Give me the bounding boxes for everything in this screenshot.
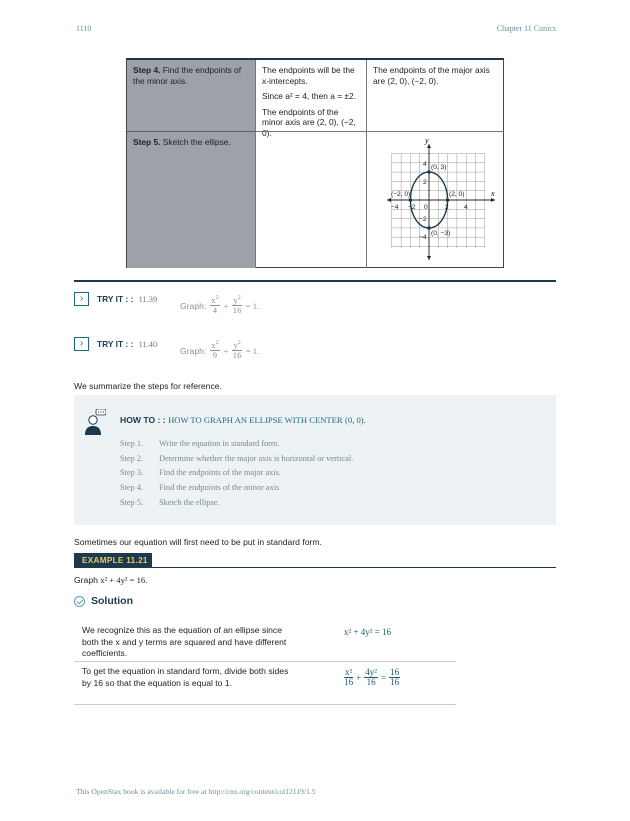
try-it-number: 11.40 — [138, 340, 158, 349]
summary-text: We summarize the steps for reference. — [74, 381, 222, 391]
try-it-label: TRY IT : : — [97, 339, 134, 349]
x-axis-label: x — [491, 189, 495, 198]
solution-row — [74, 619, 456, 662]
how-to-box — [74, 395, 556, 525]
try-it-equation: Graph: $\frac{x^2}{4}$ + $\frac{y^2}{16}$ = 1. — [180, 295, 260, 315]
list-item: Step 2. Determine whether the major axis is horizontal or vertical. — [120, 453, 354, 463]
chevron-right-icon[interactable]: › — [74, 337, 89, 351]
step5-label: Step 5. — [133, 137, 161, 147]
person-icon — [84, 409, 106, 435]
how-to-title — [120, 415, 366, 425]
list-item: Step 4. Find the endpoints of the minor axis — [120, 483, 280, 493]
step4-label: Step 4. — [133, 65, 161, 75]
frac-num: y — [233, 295, 238, 305]
how-to-heading: HOW TO GRAPH AN ELLIPSE WITH CENTER — [168, 415, 343, 425]
frac-den: 16 — [232, 350, 242, 360]
tick-x-2: 2 — [445, 204, 449, 211]
check-circle-icon — [74, 596, 85, 607]
example-problem — [74, 575, 147, 585]
tick-x-4: 4 — [464, 204, 468, 211]
example-graph-prefix: Graph — [74, 575, 98, 585]
step4-explanation — [255, 60, 366, 138]
x-axis-arrow — [491, 198, 495, 202]
chevron-right-icon[interactable]: › — [74, 292, 89, 306]
step5-label-rest: Sketch the ellipse. — [162, 137, 231, 147]
standard-form-text: Sometimes our equation will first need to be put in standard form. — [74, 537, 322, 547]
y-axis-label: y — [425, 136, 429, 145]
solution-text: To get the equation in standard form, divide both sides by 16 so that the equation is equal to 1. — [82, 666, 289, 688]
step4-right: The endpoints of the major axis are (2, 0), (−2, 0). — [373, 65, 490, 86]
label-point-left: (−2, 0) — [391, 191, 411, 198]
label-point-right: (2, 0) — [449, 191, 465, 198]
how-to-prefix: HOW TO : : — [120, 415, 166, 425]
frac-den: 9 — [212, 350, 218, 360]
tick-y-neg4: −4 — [419, 234, 427, 241]
label-point-top: (0, 3) — [431, 164, 447, 171]
graph-prefix: Graph: — [180, 345, 207, 356]
try-it-label: TRY IT : : — [97, 294, 134, 304]
section-rule — [74, 280, 556, 282]
tick-x-neg2: −2 — [408, 204, 416, 211]
try-it-equation: Graph: $\frac{x^2}{9}$ + $\frac{y^2}{16}$ = 1. — [180, 340, 260, 360]
step4-mid-1: The endpoints will be the x-intercepts. — [262, 65, 355, 86]
step4-label-rest: Find the endpoints of the minor axis. — [133, 65, 242, 86]
solution-text: We recognize this as the equation of an ellipse since both the x and y terms are squared and have different coefficients. — [82, 625, 287, 658]
step4-mid-2: Since a² = 4, then a = ±2. — [262, 91, 356, 101]
solution-label: Solution — [91, 595, 133, 607]
steps-table — [126, 58, 504, 268]
tick-y-4: 4 — [423, 161, 427, 168]
example-rule — [152, 567, 556, 568]
step5-label-cell — [127, 131, 255, 268]
label-point-bottom: (0, −3) — [431, 230, 451, 237]
frac-den: 16 — [232, 305, 242, 315]
how-to-center: (0, 0). — [345, 415, 366, 425]
step4-mid-3: The endpoints of the minor axis are (2, 0), (−2, 0). — [262, 106, 356, 138]
list-item: Step 5. Sketch the ellipse. — [120, 497, 220, 507]
point-left — [409, 198, 413, 202]
footer-text: This OpenStax book is available for free at http://cnx.org/content/col12119/1.5 — [76, 787, 316, 796]
tick-y-2: 2 — [423, 179, 427, 186]
step4-result — [366, 60, 504, 131]
frac-num: y — [233, 340, 238, 350]
how-to-steps — [120, 439, 353, 512]
solution-heading — [74, 595, 133, 607]
tick-y-neg2: −2 — [419, 216, 427, 223]
point-right — [446, 198, 450, 202]
y-axis-arrow-down — [427, 256, 431, 260]
step5-explanation — [255, 131, 366, 268]
step4-label-cell — [127, 60, 255, 131]
equation-rhs: = 1. — [245, 300, 260, 311]
solution-row — [74, 662, 456, 705]
equation-rhs: = 1. — [245, 345, 260, 356]
example-label: EXAMPLE 11.21 — [74, 553, 152, 568]
frac-num: x — [211, 340, 216, 350]
x-axis-arrow-left — [387, 198, 391, 202]
tick-origin: 0 — [424, 204, 428, 211]
try-it-11-40 — [74, 337, 474, 377]
chapter-title: Chapter 11 Conics — [496, 24, 556, 33]
example-equation: x² + 4y² = 16. — [100, 575, 148, 585]
frac-num: x — [211, 295, 216, 305]
frac-den: 4 — [212, 305, 218, 315]
page-number: 1110 — [76, 24, 92, 33]
try-it-number: 11.39 — [138, 295, 158, 304]
ellipse-graph — [381, 136, 501, 272]
solution-math: $\frac{\text{x²}}{16}$ + $\frac{\text{4y²}}{16}$ = $\frac{16}{16}$ — [344, 667, 400, 687]
try-it-11-39 — [74, 292, 474, 332]
graph-prefix: Graph: — [180, 300, 207, 311]
solution-math: x² + 4y² = 16 — [344, 627, 392, 637]
list-item: Step 3. Find the endpoints of the major axis. — [120, 468, 281, 478]
list-item: Step 1. Write the equation in standard form. — [120, 439, 280, 448]
tick-x-neg4: −4 — [391, 204, 399, 211]
